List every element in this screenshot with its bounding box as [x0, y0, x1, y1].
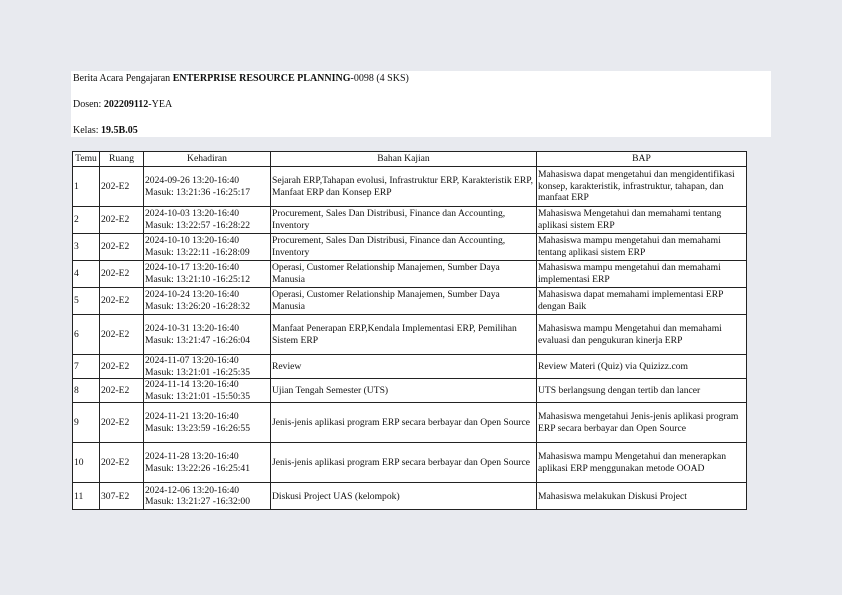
lecturer-label: Dosen:: [73, 99, 104, 110]
cell-kehadiran: [144, 207, 271, 234]
cell-ruang: 202-E2: [100, 315, 144, 355]
cell-bahan-kajian: Jenis-jenis aplikasi program ERP secara berbayar dan Open Source: [271, 403, 537, 443]
schedule-time: 2024-10-10 13:20-16:40: [145, 235, 240, 247]
cell-kehadiran: [144, 355, 271, 379]
cell-ruang: 202-E2: [100, 443, 144, 483]
cell-bahan-kajian: Operasi, Customer Relationship Manajemen, Sumber Daya Manusia: [271, 261, 537, 288]
cell-ruang: 202-E2: [100, 288, 144, 315]
cell-bahan-kajian: Ujian Tengah Semester (UTS): [271, 379, 537, 403]
cell-ruang: 202-E2: [100, 355, 144, 379]
schedule-time: 2024-11-21 13:20-16:40: [145, 411, 239, 423]
table-row: [73, 288, 747, 315]
cell-temu: 4: [73, 261, 100, 288]
cell-bap: Mahasiswa dapat mengetahui dan mengidentifikasi konsep, karakteristik, infrastruktur, tahapan, dan manfaat ERP: [537, 167, 747, 207]
cell-temu: 11: [73, 483, 100, 510]
attendance-time: Masuk: 13:23:59 -16:26:55: [145, 422, 250, 434]
schedule-time: 2024-11-14 13:20-16:40: [145, 379, 239, 391]
cell-kehadiran: [144, 379, 271, 403]
cell-ruang: 307-E2: [100, 483, 144, 510]
cell-bap: Review Materi (Quiz) via Quizizz.com: [537, 355, 747, 379]
table-row: [73, 403, 747, 443]
cell-bap: Mahasiswa mampu mengetahui dan memahami tentang aplikasi sistem ERP: [537, 234, 747, 261]
schedule-time: 2024-09-26 13:20-16:40: [145, 174, 240, 186]
cell-temu: 6: [73, 315, 100, 355]
schedule-time: 2024-10-31 13:20-16:40: [145, 322, 240, 334]
cell-bap: Mahasiswa mampu Mengetahui dan menerapkan aplikasi ERP menggunakan metode OOAD: [537, 443, 747, 483]
cell-bahan-kajian: Procurement, Sales Dan Distribusi, Finance dan Accounting, Inventory: [271, 207, 537, 234]
course-suffix: -0098 (4 SKS): [350, 73, 409, 84]
cell-temu: 3: [73, 234, 100, 261]
attendance-time: Masuk: 13:22:11 -16:28:09: [145, 247, 250, 258]
attendance-time: Masuk: 13:26:20 -16:28:32: [145, 301, 250, 312]
cell-bap: UTS berlangsung dengan tertib dan lancer: [537, 379, 747, 403]
column-header-temu: Temu: [73, 152, 100, 167]
cell-kehadiran: [144, 288, 271, 315]
schedule-time: 2024-11-28 13:20-16:40: [145, 451, 239, 463]
attendance-time: Masuk: 13:21:47 -16:26:04: [145, 334, 250, 346]
class-label: Kelas:: [73, 125, 102, 136]
attendance-time: Masuk: 13:22:57 -16:28:22: [145, 220, 250, 231]
cell-bahan-kajian: Manfaat Penerapan ERP,Kendala Implementasi ERP, Pemilihan Sistem ERP: [271, 315, 537, 355]
cell-kehadiran: [144, 483, 271, 510]
cell-temu: 9: [73, 403, 100, 443]
cell-temu: 7: [73, 355, 100, 379]
cell-kehadiran: [144, 234, 271, 261]
table-row: [73, 207, 747, 234]
attendance-time: Masuk: 13:21:01 -15:50:35: [145, 390, 250, 402]
class-code: 19.5B.05: [101, 125, 138, 136]
cell-bap: Mahasiswa mampu Mengetahui dan memahami evaluasi dan pengukuran kinerja ERP: [537, 315, 747, 355]
schedule-time: 2024-11-07 13:20-16:40: [145, 355, 239, 366]
cell-bahan-kajian: Operasi, Customer Relationship Manajemen, Sumber Daya Manusia: [271, 288, 537, 315]
cell-ruang: 202-E2: [100, 403, 144, 443]
cell-temu: 8: [73, 379, 100, 403]
lecturer-suffix: -YEA: [148, 99, 173, 110]
attendance-table: [72, 151, 747, 510]
lecturer-id: 202209112: [103, 99, 149, 110]
cell-bap: Mahasiswa dapat memahami implementasi ERP dengan Baik: [537, 288, 747, 315]
cell-temu: 10: [73, 443, 100, 483]
cell-bap: Mahasiswa Mengetahui dan memahami tentang aplikasi sistem ERP: [537, 207, 747, 234]
schedule-time: 2024-10-17 13:20-16:40: [145, 262, 240, 274]
cell-bahan-kajian: Review: [271, 355, 537, 379]
table-row: [73, 315, 747, 355]
cell-bahan-kajian: Jenis-jenis aplikasi program ERP secara berbayar dan Open Source: [271, 443, 537, 483]
cell-bahan-kajian: Procurement, Sales Dan Distribusi, Finance dan Accounting, Inventory: [271, 234, 537, 261]
class-line: [73, 125, 138, 137]
header-section: [71, 71, 771, 137]
cell-kehadiran: [144, 315, 271, 355]
schedule-time: 2024-10-24 13:20-16:40: [145, 289, 240, 301]
cell-kehadiran: [144, 443, 271, 483]
table-row: [73, 483, 747, 510]
cell-ruang: 202-E2: [100, 261, 144, 288]
report-title: [73, 73, 409, 85]
table-body: [73, 167, 747, 510]
cell-ruang: 202-E2: [100, 379, 144, 403]
cell-bap: Mahasiswa melakukan Diskusi Project: [537, 483, 747, 510]
column-header-kehadiran: Kehadiran: [144, 152, 271, 167]
schedule-time: 2024-12-06 13:20-16:40: [145, 484, 240, 496]
attendance-time: Masuk: 13:21:27 -16:32:00: [145, 496, 250, 508]
cell-kehadiran: [144, 261, 271, 288]
attendance-time: Masuk: 13:21:10 -16:25:12: [145, 274, 250, 285]
attendance-time: Masuk: 13:22:26 -16:25:41: [145, 462, 250, 474]
table-row: [73, 379, 747, 403]
column-header-bap: BAP: [537, 152, 747, 167]
cell-temu: 2: [73, 207, 100, 234]
table-row: [73, 261, 747, 288]
cell-ruang: 202-E2: [100, 234, 144, 261]
cell-bap: Mahasiswa mampu mengetahui dan memahami implementasi ERP: [537, 261, 747, 288]
cell-temu: 5: [73, 288, 100, 315]
table-row: [73, 443, 747, 483]
cell-kehadiran: [144, 403, 271, 443]
table-header-row: [73, 152, 747, 167]
cell-temu: 1: [73, 167, 100, 207]
table-row: [73, 234, 747, 261]
cell-bap: Mahasiswa mengetahui Jenis-jenis aplikasi program ERP secara berbayar dan Open Source: [537, 403, 747, 443]
cell-kehadiran: [144, 167, 271, 207]
lecturer-line: [73, 99, 172, 111]
attendance-time: Masuk: 13:21:01 -16:25:35: [145, 366, 250, 378]
cell-bahan-kajian: Diskusi Project UAS (kelompok): [271, 483, 537, 510]
course-name: ENTERPRISE RESOURCE PLANNING: [172, 73, 351, 84]
cell-ruang: 202-E2: [100, 167, 144, 207]
table-row: [73, 167, 747, 207]
title-prefix: Berita Acara Pengajaran: [73, 73, 173, 84]
schedule-time: 2024-10-03 13:20-16:40: [145, 208, 240, 220]
cell-ruang: 202-E2: [100, 207, 144, 234]
column-header-bahan-kajian: Bahan Kajian: [271, 152, 537, 167]
attendance-time: Masuk: 13:21:36 -16:25:17: [145, 186, 250, 198]
table-row: [73, 355, 747, 379]
cell-bahan-kajian: Sejarah ERP,Tahapan evolusi, Infrastruktur ERP, Karakteristik ERP, Manfaat ERP dan Konsep ERP: [271, 167, 537, 207]
column-header-ruang: Ruang: [100, 152, 144, 167]
